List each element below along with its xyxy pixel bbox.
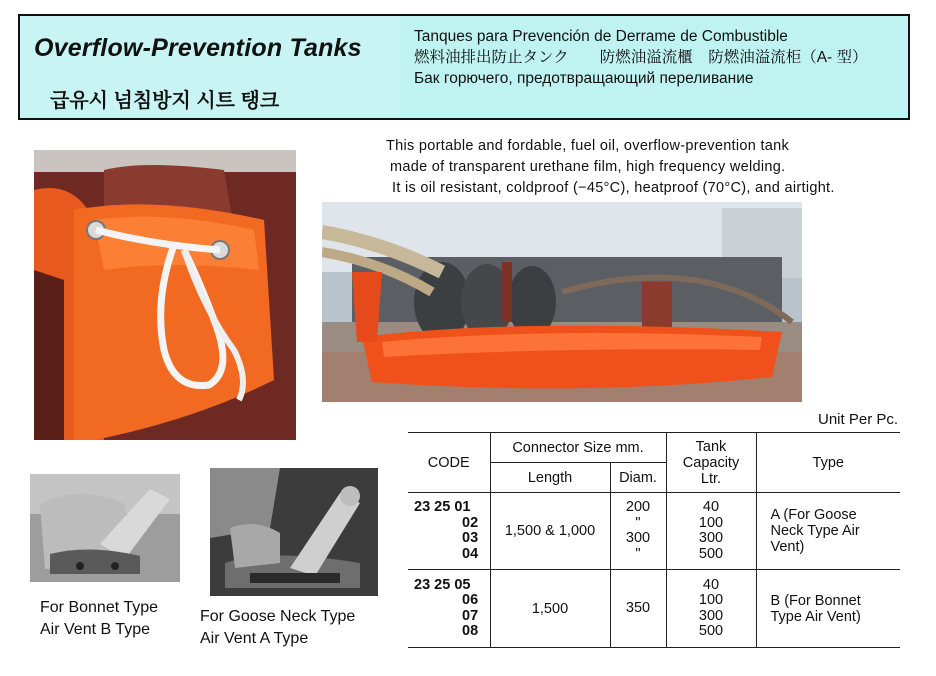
code-value: 02	[462, 514, 479, 531]
diam-value: "	[635, 545, 641, 562]
russian-title: Бак горючего, предотвращающий переливание	[414, 70, 754, 87]
type-line: B (For Bonnet	[770, 592, 861, 609]
product-description	[386, 136, 835, 199]
tank-on-deck-photo	[322, 202, 802, 402]
type-cell	[756, 493, 900, 570]
header-capacity-line-2: Capacity	[682, 454, 740, 471]
header-type: Type	[756, 433, 900, 493]
asian-title: 燃料油排出防止タンク 防燃油溢流櫃 防燃油溢流柜（A- 型）	[414, 49, 868, 66]
goose-caption-line-1: For Goose Neck Type	[200, 608, 356, 625]
description-line-2: made of transparent urethane film, high frequency welding.	[390, 159, 786, 175]
spanish-title: Tanques para Prevención de Derrame de Combustible	[414, 28, 788, 45]
description-line-3: It is oil resistant, coldproof (−45°C), heatproof (70°C), and airtight.	[392, 180, 835, 196]
diam-cell	[610, 570, 666, 648]
capacity-value: 300	[698, 530, 724, 546]
korean-title: 급유시 넘침방지 시트 탱크	[50, 90, 280, 112]
length-cell: 1,500 & 1,000	[490, 493, 610, 570]
diam-value: 200	[625, 499, 651, 515]
table-row	[408, 493, 900, 570]
capacity-value: 300	[698, 607, 724, 624]
code-value: 07	[462, 607, 479, 624]
unit-label: Unit Per Pc.	[818, 411, 899, 428]
capacity-value: 40	[702, 499, 720, 515]
code-value: 23 25 01	[414, 499, 471, 515]
code-value: 03	[462, 530, 479, 546]
goose-neck-type-caption	[200, 606, 355, 650]
type-line: Neck Type Air	[770, 523, 860, 539]
code-value: 23 25 05	[414, 576, 471, 593]
type-line: Vent)	[770, 539, 805, 555]
capacity-value: 100	[698, 592, 724, 608]
banner-title-panel	[20, 16, 400, 118]
bonnet-type-caption	[40, 597, 158, 641]
header-connector: Connector Size mm.	[490, 433, 666, 463]
code-cell	[408, 493, 490, 570]
code-value: 08	[462, 623, 479, 639]
header-capacity-line-1: Tank	[695, 438, 727, 455]
capacity-cell	[666, 570, 756, 648]
length-cell: 1,500	[490, 570, 610, 648]
header-code: CODE	[408, 433, 490, 493]
capacity-value: 40	[702, 576, 720, 593]
table-row	[408, 570, 900, 648]
tank-on-vent-photo	[34, 150, 296, 440]
header-capacity	[666, 433, 756, 493]
header-diam: Diam.	[610, 463, 666, 493]
page-title: Overflow-Prevention Tanks	[34, 34, 362, 62]
type-cell	[756, 570, 900, 648]
goose-neck-type-photo	[210, 468, 378, 596]
header-capacity-line-3: Ltr.	[700, 470, 722, 487]
bonnet-type-photo	[30, 474, 180, 582]
code-value: 04	[462, 545, 479, 562]
capacity-value: 500	[698, 623, 724, 639]
diam-cell	[610, 493, 666, 570]
diam-value: 350	[625, 599, 651, 616]
code-cell	[408, 570, 490, 648]
spec-table	[408, 432, 900, 648]
type-line: A (For Goose	[770, 507, 857, 523]
header-length: Length	[490, 463, 610, 493]
bonnet-caption-line-1: For Bonnet Type	[40, 599, 158, 616]
type-line: Type Air Vent)	[770, 608, 861, 625]
goose-caption-line-2: Air Vent A Type	[200, 630, 309, 647]
translated-titles	[414, 26, 868, 89]
bonnet-caption-line-2: Air Vent B Type	[40, 621, 150, 638]
capacity-value: 100	[698, 514, 724, 531]
diam-value: 300	[625, 530, 651, 546]
diam-value: "	[635, 514, 641, 531]
code-value: 06	[462, 592, 479, 608]
header-banner	[18, 14, 910, 120]
description-line-1: This portable and fordable, fuel oil, overflow-prevention tank	[386, 138, 790, 154]
capacity-cell	[666, 493, 756, 570]
capacity-value: 500	[698, 545, 724, 562]
